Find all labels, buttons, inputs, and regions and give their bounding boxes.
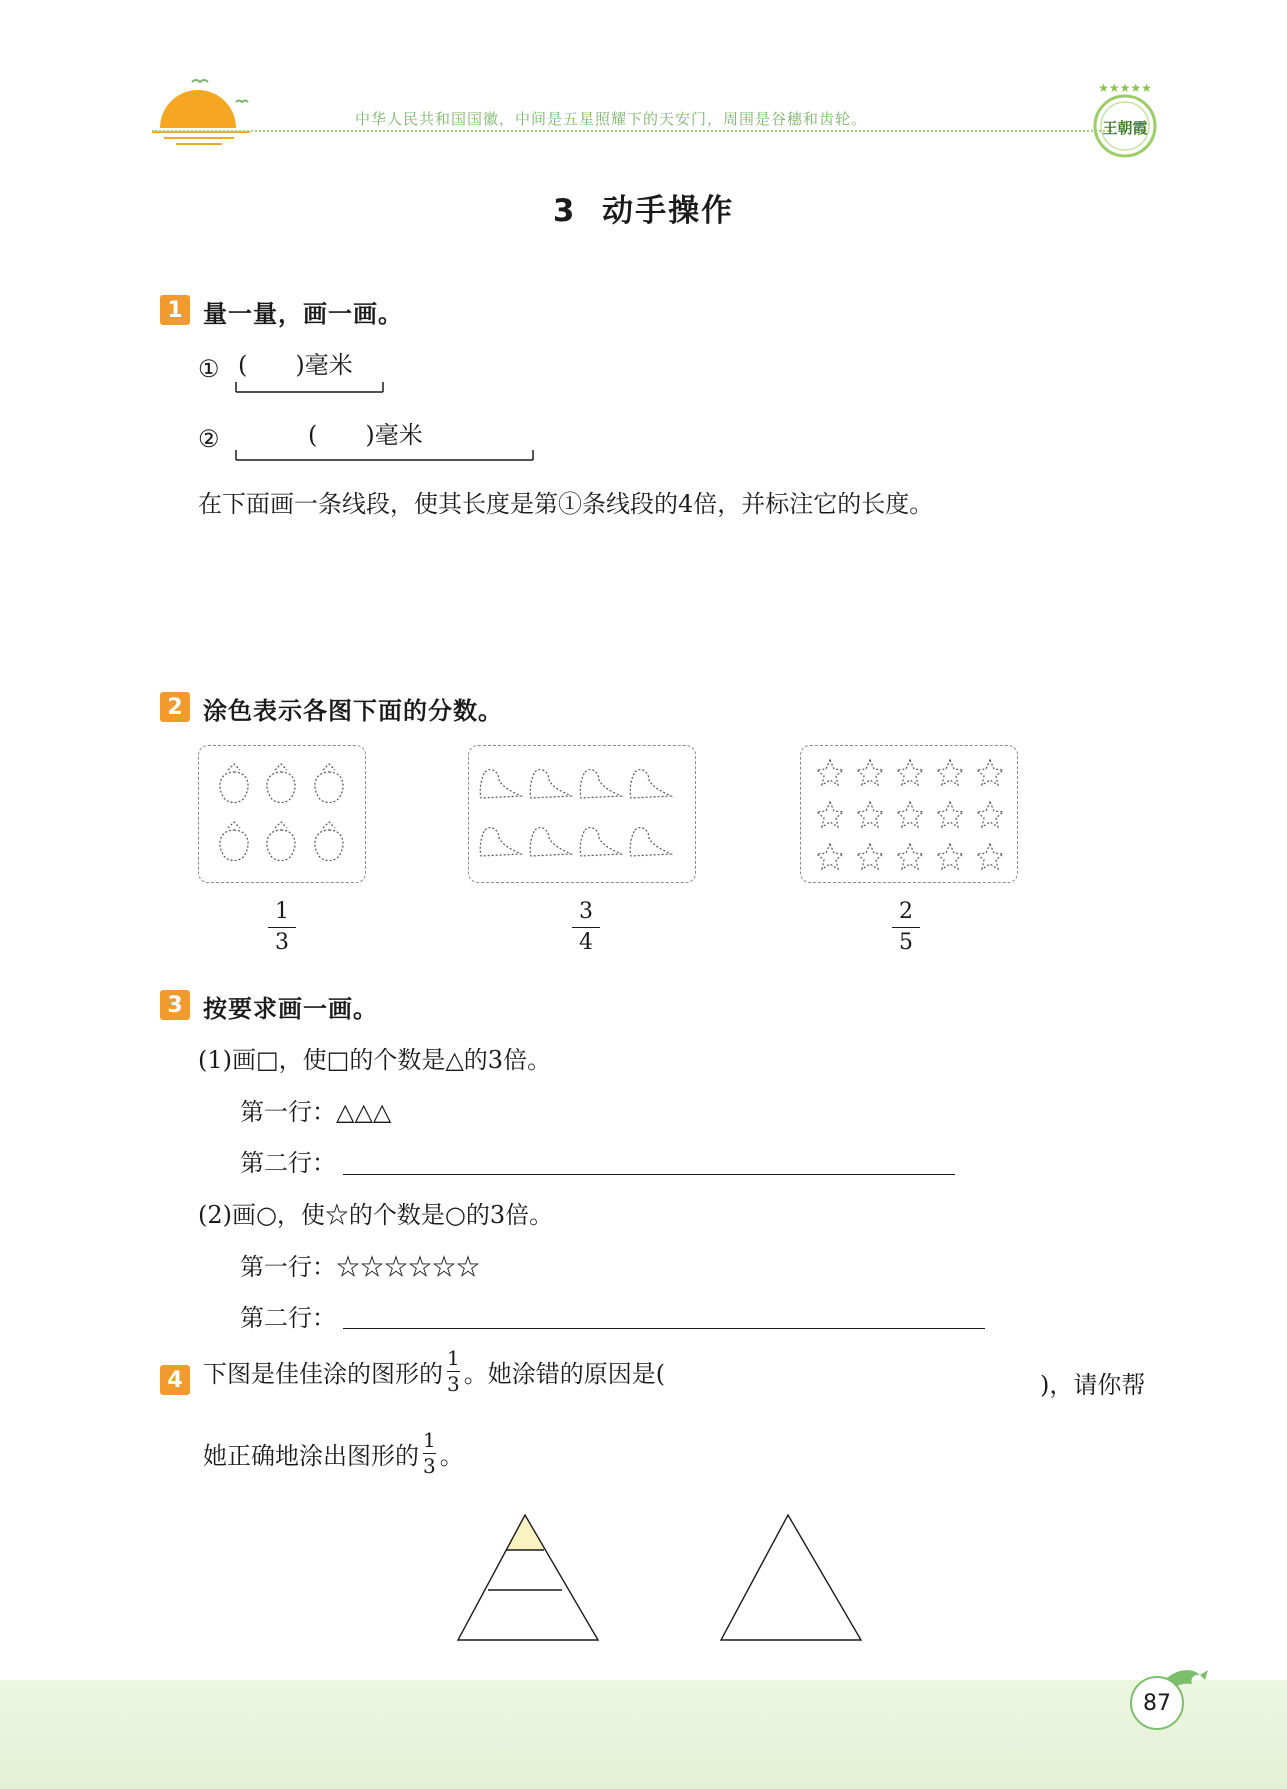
q3-part1-row2-label: 第二行： — [240, 1149, 336, 1177]
q1-item1-label: ( )毫米 — [238, 351, 353, 379]
q2-fraction-1-bar — [268, 927, 296, 928]
q4-number-badge: 4 — [160, 1365, 190, 1395]
q2-fraction-3-bar — [892, 927, 920, 928]
q3-part1-prompt: (1)画□，使□的个数是△的3倍。 — [198, 1046, 552, 1074]
q1-item2-marker: ② — [198, 425, 220, 453]
q2-fraction-2-bar — [572, 927, 600, 928]
q1-instruction: 在下面画一条线段，使其长度是第①条线段的4倍，并标注它的长度。 — [198, 490, 934, 518]
blank-triangle — [718, 1512, 866, 1642]
banner-text: 中华人民共和国国徽，中间是五星照耀下的天安门，周围是谷穗和齿轮。 — [355, 110, 868, 128]
q3-part2-row2-label: 第二行： — [240, 1304, 336, 1332]
svg-text:★★★★★: ★★★★★ — [1098, 81, 1152, 95]
q2-fraction-1 — [268, 900, 296, 955]
q2-fraction-2-numerator: 3 — [579, 899, 593, 924]
starfish-icons — [801, 746, 1019, 884]
page-number: 87 — [1130, 1676, 1184, 1730]
q3-part2-answer-line — [343, 1328, 985, 1329]
q4-fraction — [447, 1348, 460, 1395]
q1-item1-marker: ① — [198, 355, 220, 383]
q4-text-after: 。她涂错的原因是( — [463, 1360, 666, 1388]
q4-line2-fraction-denominator: 3 — [423, 1454, 436, 1478]
q3-part1-row1: 第一行：△△△ — [240, 1098, 392, 1126]
q1-segment1 — [235, 380, 385, 396]
page-title: 3 动手操作 — [552, 193, 735, 229]
q1-title: 量一量，画一画。 — [203, 300, 403, 328]
q4-fraction-denominator: 3 — [447, 1372, 460, 1396]
q2-fraction-1-denominator: 3 — [275, 930, 289, 956]
q2-fraction-3-denominator: 5 — [899, 930, 913, 956]
header-rule — [152, 130, 1112, 132]
q2-number-badge: 2 — [160, 692, 190, 722]
q2-fraction-3 — [892, 900, 920, 955]
starfish-box — [800, 745, 1018, 883]
sunset-logo — [150, 70, 260, 155]
strawberry-box — [198, 745, 366, 883]
q4-line2-before: 她正确地涂出图形的 — [203, 1442, 419, 1470]
seal-box — [468, 745, 696, 883]
q1-item2-label: ( )毫米 — [308, 421, 423, 449]
seal-icons — [469, 746, 697, 884]
strawberry-icons — [199, 746, 367, 884]
q3-part2-prompt: (2)画○，使☆的个数是○的3倍。 — [198, 1201, 554, 1229]
footer-background — [0, 1680, 1287, 1789]
q4-fraction-numerator: 1 — [447, 1346, 460, 1370]
shaded-triangle — [455, 1512, 603, 1642]
q4-line2-fraction — [423, 1430, 436, 1477]
q4-text-end: )，请你帮 — [1040, 1371, 1146, 1399]
q2-title: 涂色表示各图下面的分数。 — [203, 697, 503, 725]
q1-segment2 — [235, 448, 535, 464]
q4-line1 — [203, 1348, 665, 1395]
q2-fraction-3-numerator: 2 — [899, 899, 913, 924]
q4-line2 — [203, 1430, 464, 1477]
q3-part1-answer-line — [343, 1174, 955, 1175]
brand-logo — [1085, 78, 1165, 168]
q3-part2-row1: 第一行：☆☆☆☆☆☆ — [240, 1253, 480, 1281]
q3-title: 按要求画一画。 — [203, 995, 378, 1023]
q2-fraction-2 — [572, 900, 600, 955]
q4-line2-after: 。 — [439, 1442, 464, 1470]
q4-text-before: 下图是佳佳涂的图形的 — [203, 1360, 443, 1388]
q3-number-badge: 3 — [160, 990, 190, 1020]
header — [0, 0, 1287, 150]
brand-logo-text: 王朝霞 — [1102, 119, 1148, 137]
q2-fraction-2-denominator: 4 — [579, 930, 593, 956]
q4-line2-fraction-numerator: 1 — [423, 1428, 436, 1452]
q2-fraction-1-numerator: 1 — [275, 899, 289, 924]
q1-number-badge: 1 — [160, 295, 190, 325]
